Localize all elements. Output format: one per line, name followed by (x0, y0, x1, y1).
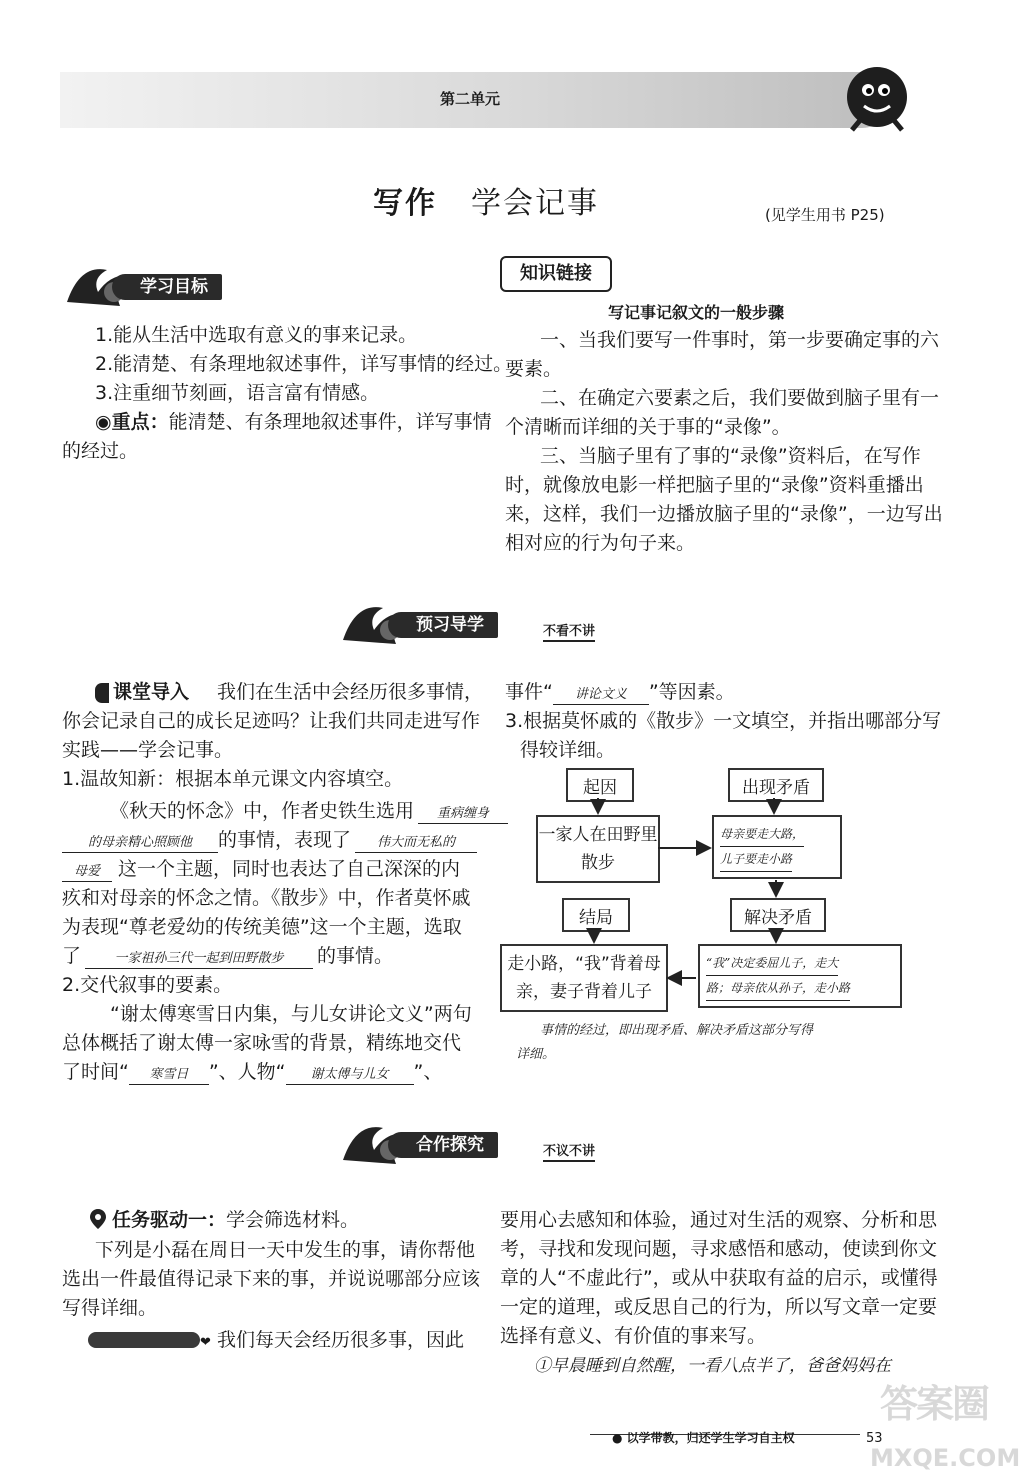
watermark-url: MXQE.COM (870, 1444, 1020, 1472)
q1-line-1: 《秋天的怀念》中，作者史铁生选用 重病缠身 (110, 797, 508, 826)
key-point: ◉重点：能清楚、有条理地叙述事件，详写事情 (95, 411, 492, 433)
q1-line-3: 母爱 这一个主题，同时也表达了自己深深的内 (62, 855, 460, 884)
conflict-answer-box: 母亲要走大路， 儿子要走小路 (712, 815, 842, 879)
goals-section-label: 学习目标 (112, 274, 222, 300)
preview-section-badge (338, 600, 638, 644)
diagram-arrows (490, 760, 910, 1020)
q1-line-2: 的母亲精心照顾他 的事情，表现了 伟大而无私的 (62, 826, 477, 855)
answer-start: ①早晨睡到自然醒，一看八点半了，爸爸妈妈在 (534, 1356, 891, 1376)
q1-line-6: 了 一家祖孙三代一起到田野散步 的事情。 (62, 945, 394, 967)
preview-tag: 不看不讲 (543, 620, 595, 642)
intro-line-2: 你会记录自己的成长足迹吗？让我们共同走进写作 (62, 710, 481, 732)
cooperate-section-badge (338, 1120, 638, 1164)
goal-item-1: 1.能从生活中选取有意义的事来记录。 (95, 324, 418, 346)
cause-label-box: 起因 (566, 768, 634, 802)
location-pin-icon (90, 1209, 106, 1229)
footer-slogan: ● 以学带教，归还学生学习自主权 (612, 1431, 795, 1445)
q2-line-2: 总体概括了谢太傅一家咏雪的背景，精练地交代 (62, 1032, 462, 1054)
intro-line-3: 实践——学会记事。 (62, 739, 234, 761)
conflict-label-box: 出现矛盾 (728, 768, 824, 802)
key-point-cont: 的经过。 (62, 440, 139, 462)
task-line: 任务驱动一：学会筛选材料。 (90, 1206, 359, 1235)
intro-line-1: 课堂导入 我们在生活中会经历很多事情， (95, 678, 483, 707)
knowledge-line-6: 时，就像放电影一样把脑子里的“录像”资料重播出 (505, 474, 924, 496)
task-text-3: 写得详细。 (62, 1297, 158, 1319)
goal-item-2: 2.能清楚、有条理地叙述事件，详写事情的经过。 (95, 353, 513, 375)
knowledge-line-8: 相对应的行为句子来。 (505, 532, 696, 554)
task-text-1: 下列是小磊在周日一天中发生的事，请你帮他 (95, 1239, 476, 1261)
result-label-box: 结局 (562, 898, 630, 932)
unit-label: 第二单元 (440, 90, 501, 108)
cooperate-tag: 不议不讲 (543, 1140, 595, 1162)
right-line-2: 考，寻找和发现问题，寻求感悟和感动，使读到你文 (500, 1238, 938, 1260)
q1-line-4: 疚和对母亲的怀念之情。《散步》中，作者莫怀戚 (62, 887, 471, 909)
heart-icon: ❤ (200, 1335, 211, 1350)
goal-item-3: 3.注重细节刻画，语言富有情感。 (95, 382, 380, 404)
q2-line-3: 了时间“ 寒雪日 ”、人物“ 谢太傅与儿女 ”、 (62, 1061, 443, 1083)
cause-text-box: 一家人在田野里散步 (536, 815, 660, 883)
reference-note: (见学生用书 P25) (765, 206, 885, 224)
knowledge-line-5: 三、当脑子里有了事的“录像”资料后，在写作 (540, 445, 921, 467)
preview-section-label: 预习导学 (388, 612, 498, 638)
q2-line-4: 事件“ 讲论文义 ”等因素。 (505, 681, 735, 703)
hint-badge (88, 1332, 200, 1348)
q3-line-1: 3.根据莫怀戚的《散步》一文填空，并指出哪部分写 (505, 710, 942, 732)
goals-section-badge (62, 262, 292, 306)
q2-line-1: “谢太傅寒雪日内集，与儿女讲论文义”两句 (110, 1003, 472, 1025)
q3-line-2: 得较详细。 (520, 739, 616, 761)
q3-answer-line-2: 详细。 (516, 1047, 556, 1062)
mascot-icon (840, 60, 915, 135)
q3-answer-line-1: 事情的经过，即出现矛盾、解决矛盾这部分写得 (540, 1023, 814, 1038)
knowledge-line-4: 个清晰而详细的关于事的“录像”。 (505, 416, 791, 438)
knowledge-heading: 写记事记叙文的一般步骤 (608, 303, 785, 322)
right-line-5: 选择有意义、有价值的事来写。 (500, 1325, 767, 1347)
page-number: 53 (866, 1431, 883, 1446)
right-line-1: 要用心去感知和体验，通过对生活的观察、分析和思 (500, 1209, 938, 1231)
resolve-label-box: 解决矛盾 (730, 898, 826, 932)
q2-title: 2.交代叙事的要素。 (62, 974, 233, 996)
intro-marker-icon (95, 683, 109, 703)
knowledge-line-2: 要素。 (505, 358, 563, 380)
resolve-answer-box: “我”决定委屈儿子，走大 路；母亲依从孙子，走小路 (698, 944, 902, 1008)
right-line-3: 章的人“不虚此行”，或从中获取有益的启示，或懂得 (500, 1267, 938, 1289)
q1-line-5: 为表现“尊老爱幼的传统美德”这一个主题，选取 (62, 916, 462, 938)
knowledge-line-1: 一、当我们要写一件事时，第一步要确定事的六 (540, 329, 940, 351)
q1-title: 1.温故知新：根据本单元课文内容填空。 (62, 768, 404, 790)
knowledge-tag: 知识链接 (500, 256, 612, 292)
page-title: 写作 学会记事 (373, 186, 599, 221)
result-text-box: 走小路，“我”背着母亲，妻子背着儿子 (500, 944, 668, 1012)
right-line-4: 一定的道理，或反思自己的行为，所以写文章一定要 (500, 1296, 938, 1318)
watermark-text: 答案圈 (880, 1382, 989, 1426)
knowledge-line-7: 来，这样，我们一边播放脑子里的“录像”，一边写出 (505, 503, 943, 525)
hint-text: ❤ 我们每天会经历很多事，因此 (200, 1329, 464, 1351)
task-text-2: 选出一件最值得记录下来的事，并说说哪部分应该 (62, 1268, 481, 1290)
cooperate-section-label: 合作探究 (388, 1132, 498, 1158)
knowledge-line-3: 二、在确定六要素之后，我们要做到脑子里有一 (540, 387, 940, 409)
